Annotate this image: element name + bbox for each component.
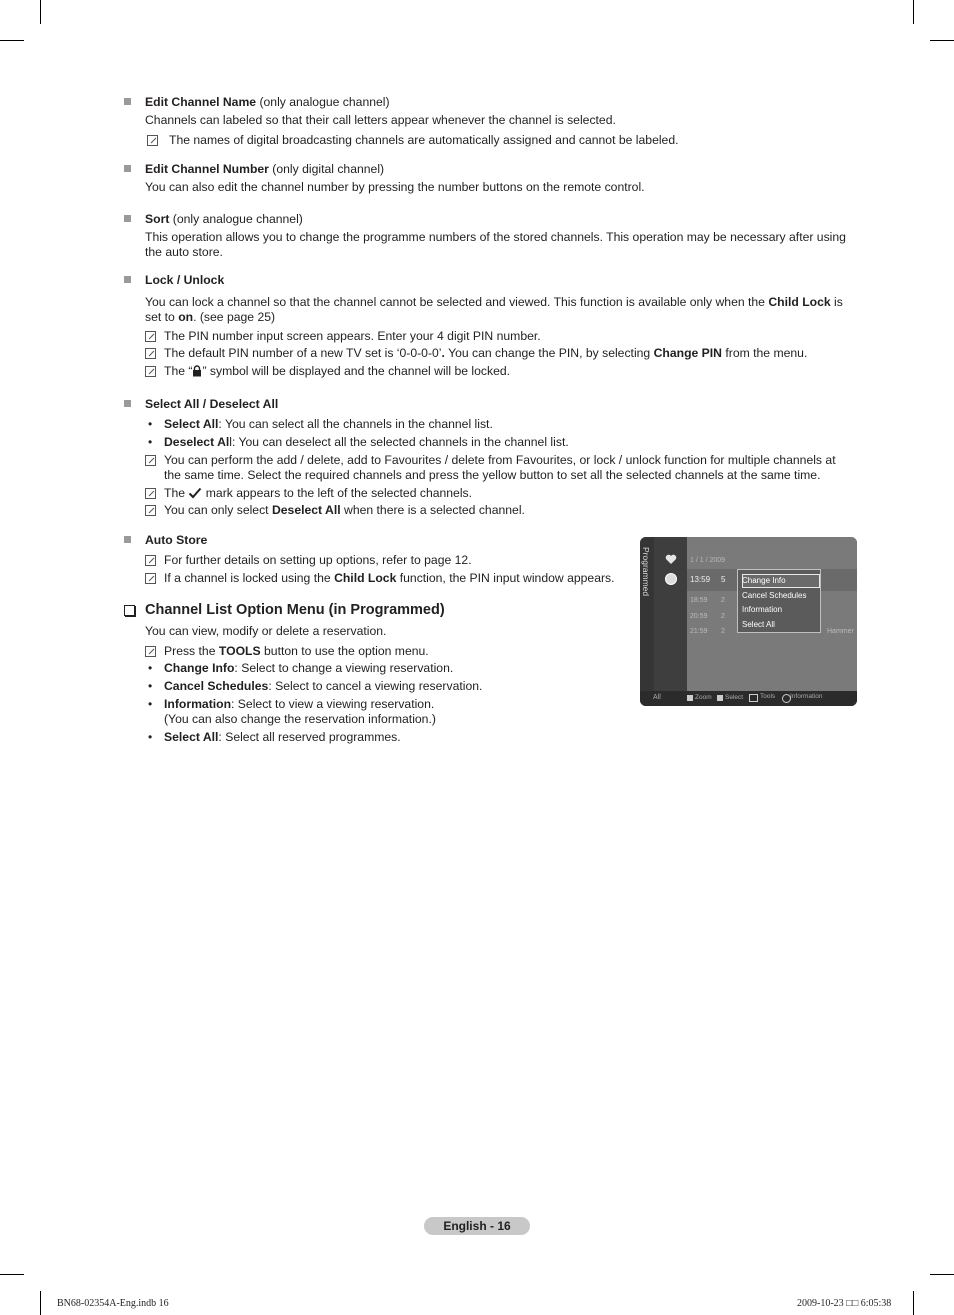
checkbox-heading-icon — [124, 605, 135, 616]
crop-mark — [913, 0, 914, 24]
tv-row[interactable]: 21:59 2 Hammer — [690, 628, 854, 635]
section-bullet-icon — [124, 276, 131, 283]
section-bullet-icon — [124, 98, 131, 105]
tv-information-label: Information — [790, 693, 823, 700]
lock-note-3: The “ ” symbol will be displayed and the channel will be locked. — [164, 364, 510, 381]
bullet-dot: • — [148, 679, 153, 693]
section-bullet-icon — [124, 215, 131, 222]
note-icon — [147, 135, 158, 146]
crop-mark — [40, 0, 41, 24]
tv-all-label: All — [653, 694, 661, 701]
select-all-note-2: The mark appears to the left of the selected channels. — [164, 486, 472, 503]
bullet-dot: • — [148, 697, 153, 711]
tv-screen-illustration — [640, 537, 857, 706]
tools-icon — [749, 694, 758, 702]
checkmark-icon — [188, 487, 202, 503]
sort-heading: Sort (only analogue channel) — [145, 212, 303, 226]
option-bullet-information: Information: Select to view a viewing reservation. — [164, 697, 435, 711]
crop-mark — [913, 1291, 914, 1315]
bullet-dot: • — [148, 661, 153, 675]
tv-menu-change-info[interactable]: Change Info — [742, 576, 786, 585]
note-icon — [145, 573, 156, 584]
note-icon — [145, 646, 156, 657]
sort-body: This operation allows you to change the programme numbers of the stored channels. This operation may be necessary after using the auto store. — [145, 230, 846, 259]
crop-mark — [0, 1274, 24, 1275]
auto-store-note-1: For further details on setting up options, refer to page 12. — [164, 553, 472, 567]
tv-row-selected[interactable]: 13:59 5 — [687, 569, 857, 591]
edit-number-heading: Edit Channel Number (only digital channel) — [145, 162, 385, 176]
note-icon — [145, 331, 156, 342]
select-all-note-1: You can perform the add / delete, add to Favourites / delete from Favourites, or lock / unlock function for multiple channels at the same time. Select the required channels and press the yellow button to set all the selected channels at the same time. — [164, 453, 836, 482]
tv-menu-cancel-schedules[interactable]: Cancel Schedules — [742, 591, 807, 600]
note-icon — [145, 366, 156, 377]
footer-file-name: BN68-02354A-Eng.indb 16 — [57, 1298, 169, 1309]
lock-body: You can lock a channel so that the channel cannot be selected and viewed. This function is available only when the Child Lock is set to on. (see page 25) — [145, 295, 843, 324]
lock-heading: Lock / Unlock — [145, 273, 225, 287]
tv-row[interactable]: 18:59 2 — [690, 597, 725, 604]
tv-zoom-label: Zoom — [695, 694, 712, 701]
section-bullet-icon — [124, 165, 131, 172]
crop-mark — [40, 1291, 41, 1315]
tv-side-label: Programmed — [641, 547, 651, 597]
tv-menu-information[interactable]: Information — [742, 605, 783, 614]
tv-date: 1 / 1 / 2009 — [690, 557, 726, 564]
tv-bottom-bar — [640, 691, 857, 706]
note-icon — [145, 505, 156, 516]
option-bullet-information-cont: (You can also change the reservation information.) — [164, 712, 436, 726]
section-bullet-icon — [124, 400, 131, 407]
tv-option-menu — [737, 569, 821, 633]
select-all-bullet-2: Deselect All: You can deselect all the selected channels in the channel list. — [164, 435, 569, 449]
select-all-bullet-1: Select All: You can select all the channels in the channel list. — [164, 417, 493, 431]
crop-mark — [930, 40, 954, 41]
tv-tools-label: Tools — [760, 693, 776, 700]
heart-icon — [665, 554, 677, 568]
option-bullet-select-all: Select All: Select all reserved programmes. — [164, 730, 401, 744]
bullet-dot: • — [148, 435, 153, 449]
footer-datetime: 2009-10-23 □□ 6:05:38 — [797, 1298, 892, 1309]
select-all-heading: Select All / Deselect All — [145, 397, 279, 411]
zoom-button-icon — [687, 695, 693, 701]
bullet-dot: • — [148, 417, 153, 431]
lock-note-2: The default PIN number of a new TV set is ‘0-0-0-0’. You can change the PIN, by selecting Change PIN from the menu. — [164, 346, 808, 360]
page-number-badge: English - 16 — [424, 1217, 530, 1235]
edit-name-note: The names of digital broadcasting channels are automatically assigned and cannot be labeled. — [169, 133, 679, 147]
edit-name-heading: Edit Channel Name (only analogue channel) — [145, 95, 390, 109]
auto-store-heading: Auto Store — [145, 533, 208, 547]
option-menu-intro: You can view, modify or delete a reservation. — [145, 624, 387, 638]
lock-icon — [192, 365, 202, 381]
tv-menu-select-all[interactable]: Select All — [742, 620, 775, 629]
section-bullet-icon — [124, 536, 131, 543]
option-menu-heading: Channel List Option Menu (in Programmed) — [145, 602, 445, 618]
crop-mark — [0, 40, 24, 41]
note-icon — [145, 555, 156, 566]
option-menu-note: Press the TOOLS button to use the option menu. — [164, 644, 429, 658]
note-icon — [145, 348, 156, 359]
option-bullet-cancel: Cancel Schedules: Select to cancel a viewing reservation. — [164, 679, 483, 693]
select-button-icon — [717, 695, 723, 701]
bullet-dot: • — [148, 730, 153, 744]
option-bullet-change-info: Change Info: Select to change a viewing reservation. — [164, 661, 454, 675]
edit-name-body: Channels can labeled so that their call letters appear whenever the channel is selected. — [145, 113, 616, 127]
auto-store-note-2: If a channel is locked using the Child Lock function, the PIN input window appears. — [164, 571, 615, 585]
edit-number-body: You can also edit the channel number by pressing the number buttons on the remote control. — [145, 180, 645, 194]
tv-select-label: Select — [725, 694, 744, 701]
lock-note-1: The PIN number input screen appears. Enter your 4 digit PIN number. — [164, 329, 541, 343]
tv-row[interactable]: 20:59 2 — [690, 613, 725, 620]
crop-mark — [930, 1274, 954, 1275]
note-icon — [145, 455, 156, 466]
clock-icon — [665, 573, 677, 585]
select-all-note-3: You can only select Deselect All when there is a selected channel. — [164, 503, 525, 517]
note-icon — [145, 488, 156, 499]
